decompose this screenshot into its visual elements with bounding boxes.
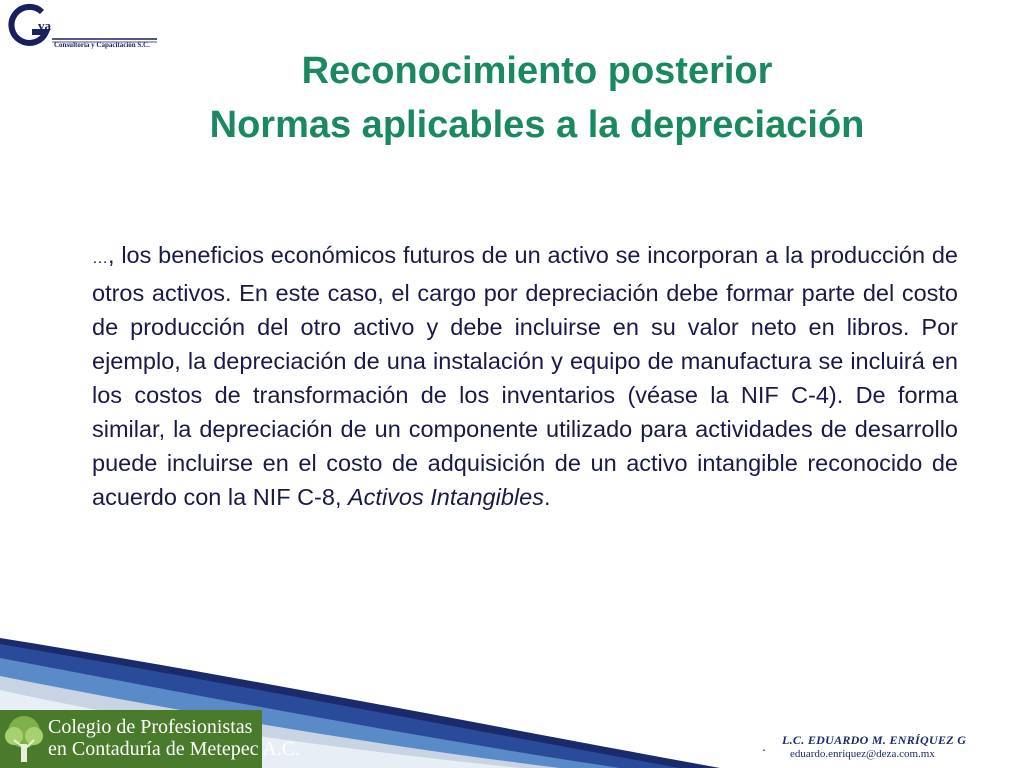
logo-va: va <box>38 18 51 33</box>
body-end-text: . <box>543 484 551 510</box>
author-name: L.C. EDUARDO M. ENRÍQUEZ G <box>782 733 967 747</box>
logo-caption: Consultoría y Capacitación S.C. <box>54 41 150 49</box>
colegio-logo <box>0 710 301 768</box>
colegio-line-1: Colegio de Profesionistas <box>48 716 253 738</box>
body-italic-text: Activos Intangibles <box>348 484 544 510</box>
title-line-1: Reconocimiento posterior <box>301 50 773 92</box>
author-email: eduardo.enriquez@deza.com.mx <box>790 748 935 760</box>
ellipsis: … <box>92 250 108 267</box>
tree-icon <box>2 714 46 764</box>
body-main-text: , los beneficios económicos futuros de un activo se incorporan a la producción de otros activos. En este caso, el cargo por depreciación debe formar parte del costo de producción del otro activo y debe incluirse en su valor neto en libros. Por ejemplo, la depreciación de una instalación y equipo de manufactura se incluirá en los costos de transformación de los inventarios (véase la NIF C-4). De forma similar, la depreciación de un componente utilizado para actividades de desarrollo puede incluirse en el costo de adquisición de un activo intangible reconocido de acuerdo con la NIF C-8, <box>92 242 958 510</box>
colegio-line-2: en Contaduría de Metepec A.C. <box>48 738 301 760</box>
slide-title <box>0 44 1024 152</box>
colegio-name <box>48 716 300 760</box>
body-paragraph <box>92 238 958 514</box>
footer-dot: . <box>762 738 766 754</box>
title-line-2: Normas aplicables a la depreciación <box>209 104 865 146</box>
